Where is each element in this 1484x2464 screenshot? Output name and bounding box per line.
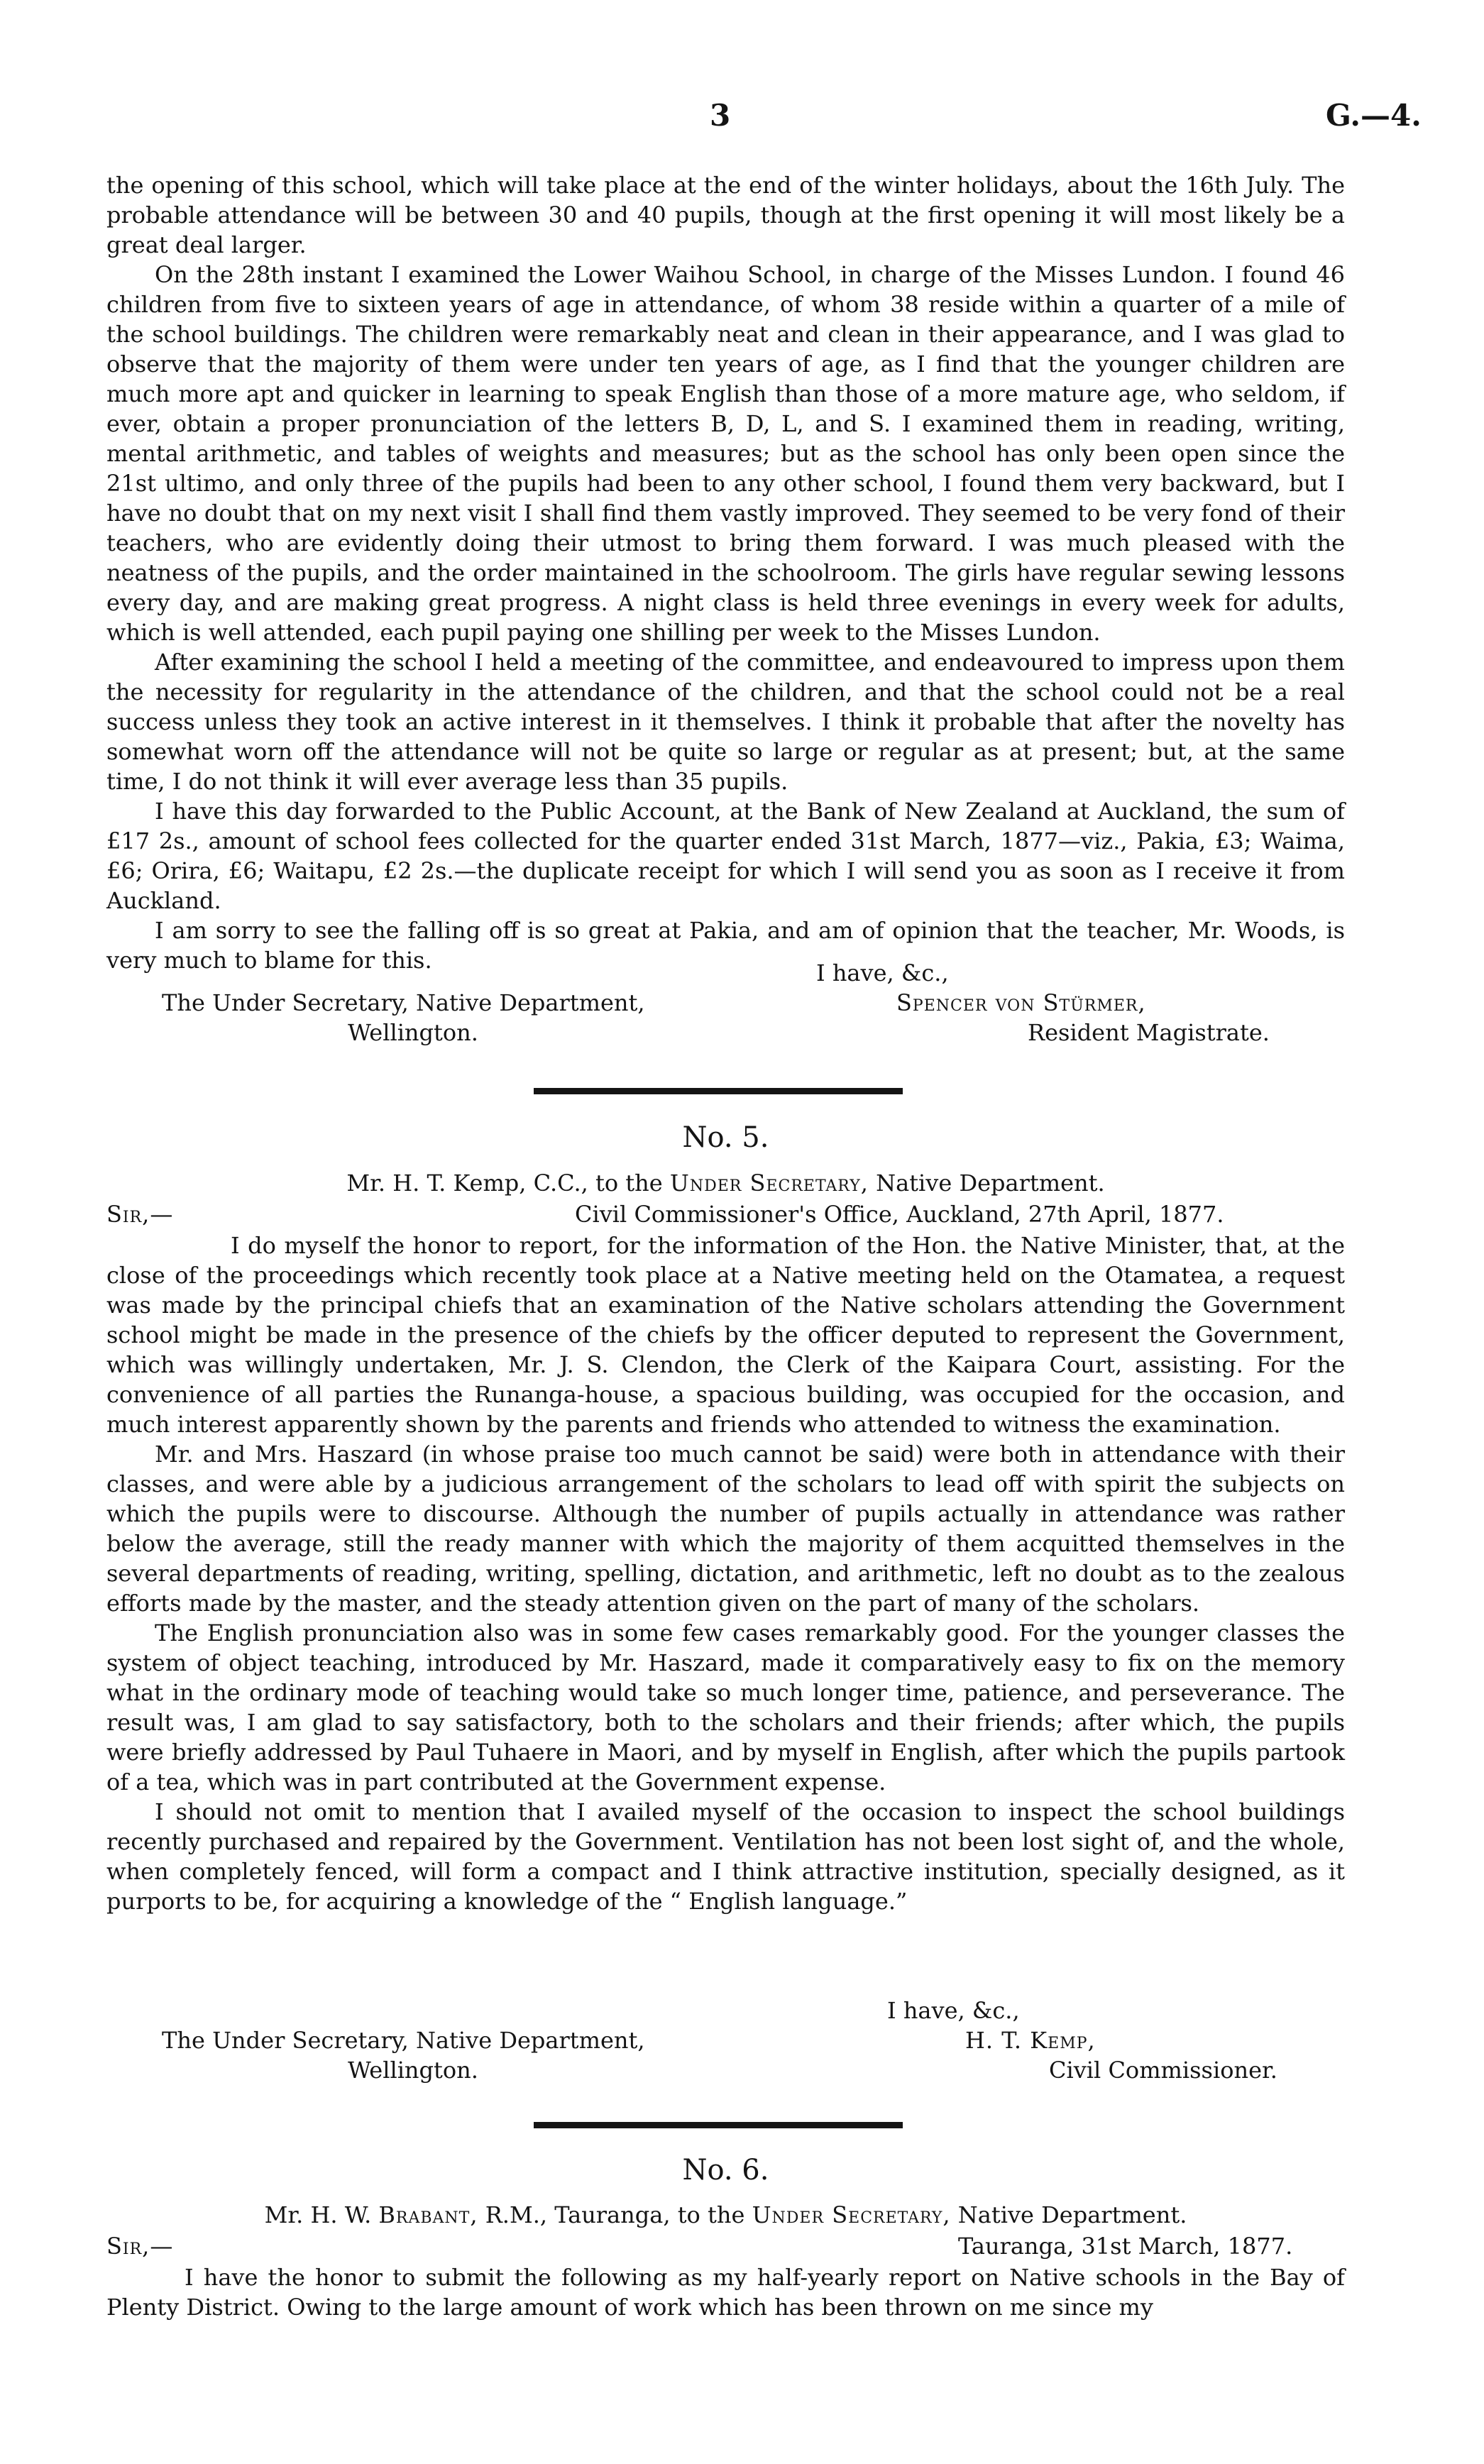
section-number: No. 6. xyxy=(682,2154,769,2187)
subtitle-department: Native Department. xyxy=(876,1170,1105,1197)
signer-name: Spencer von Stürmer, xyxy=(896,989,1146,1016)
subtitle-middle: R.M., Tauranga, to the xyxy=(485,2201,745,2228)
salutation: Sir,— xyxy=(106,2233,174,2260)
document-reference: G.—4. xyxy=(1326,98,1422,133)
letter-3-body xyxy=(106,2262,1345,2322)
subtitle-from: Mr. H. T. Kemp, C.C., to the xyxy=(346,1170,663,1197)
section-divider xyxy=(534,1088,903,1094)
section-divider xyxy=(534,2122,903,2128)
section-number: No. 5. xyxy=(682,1121,769,1154)
addressee-line: The Under Secretary, Native Department, xyxy=(162,989,645,1016)
closing-phrase: I have, &c., xyxy=(816,959,949,986)
paragraph: The English pronunciation also was in some few cases remarkably good. For the younger classes the system of object teaching, introduced by Mr. Haszard, made it comparatively easy to fix on the memory what in the ordinary mode of teaching would take so much longer time, patience, and perseverance. The result was, I am glad to say satisfactory, both to the scholars and their friends; after which, the pupils were briefly addressed by Paul Tuhaere in Maori, and by myself in English, after which the pupils partook of a tea, which was in part contributed at the Government expense. xyxy=(106,1619,1345,1795)
letter-2-body xyxy=(106,1231,1345,1916)
paragraph: the opening of this school, which will take place at the end of the winter holidays, about the 16th July. The probable attendance will be between 30 and 40 pupils, though at the first opening it will most likely be a great deal larger. xyxy=(106,172,1345,258)
subtitle-recipient: Under Secretary, xyxy=(669,1170,869,1197)
dateline: Civil Commissioner's Office, Auckland, 27th April, 1877. xyxy=(575,1201,1224,1228)
addressee-city: Wellington. xyxy=(348,2057,478,2084)
paragraph: I do myself the honor to report, for the information of the Hon. the Native Minister, that, at the close of the proceedings which recently took place at a Native meeting held on the Otamatea, a request was made by the principal chiefs that an examination of the Native scholars attending the Government school might be made in the presence of the chiefs by the officer deputed to represent the Government, which was willingly undertaken, Mr. J. S. Clendon, the Clerk of the Kaipara Court, assisting. For the convenience of all parties the Runanga-house, a spacious building, was occupied for the occasion, and much interest apparently shown by the parents and friends who attended to witness the examination. xyxy=(106,1232,1345,1438)
signer-title: Resident Magistrate. xyxy=(1028,1019,1270,1046)
page-number: 3 xyxy=(710,98,731,133)
paragraph: On the 28th instant I examined the Lower Waihou School, in charge of the Misses Lundon. I found 46 children from five to sixteen years of age in attendance, of whom 38 reside within a quarter of a mile of the school buildings. The children were remarkably neat and clean in their appearance, and I was glad to observe that the majority of them were under ten years of age, as I find that the younger children are much more apt and quicker in learning to speak English than those of a more mature age, who seldom, if ever, obtain a proper pronunciation of the letters B, D, L, and S. I examined them in reading, writing, mental arithmetic, and tables of weights and measures; but as the school has only been open since the 21st ultimo, and only three of the pupils had been to any other school, I found them very backward, but I have no doubt that on my next visit I shall find them vastly improved. They seemed to be very fond of their teachers, who are evidently doing their utmost to bring them forward. I was much pleased with the neatness of the pupils, and the order maintained in the schoolroom. The girls have regular sewing lessons every day, and are making great progress. A night class is held three evenings in every week for adults, which is well attended, each pupil paying one shilling per week to the Misses Lundon. xyxy=(106,261,1345,646)
paragraph: After examining the school I held a meeting of the committee, and endeavoured to impress upon them the necessity for regularity in the attendance of the children, and that the school could not be a real success unless they took an active interest in it themselves. I think it probable that after the novelty has somewhat worn off the attendance will not be quite so large or regular as at present; but, at the same time, I do not think it will ever average less than 35 pupils. xyxy=(106,649,1345,795)
paragraph: I should not omit to mention that I availed myself of the occasion to inspect the school buildings recently purchased and repaired by the Government. Ventilation has not been lost sight of, and the whole, when completely fenced, will form a compact and I think attractive institution, specially designed, as it purports to be, for acquiring a knowledge of the “ English language.” xyxy=(106,1798,1345,1915)
addressee-city: Wellington. xyxy=(348,1019,478,1046)
paragraph: I have the honor to submit the following as my half-yearly report on Native schools in the Bay of Plenty District. Owing to the large amount of work which has been thrown on me since my xyxy=(106,2264,1345,2321)
paragraph: Mr. and Mrs. Haszard (in whose praise too much cannot be said) were both in attendance with their classes, and were able by a judicious arrangement of the scholars to lead off with spirit the subjects on which the pupils were to discourse. Although the number of pupils actually in attendance was rather below the average, still the ready manner with which the majority of them acquitted themselves in the several departments of reading, writing, spelling, dictation, and arithmetic, left no doubt as to the zealous efforts made by the master, and the steady attention given on the part of many of the scholars. xyxy=(106,1441,1345,1617)
subtitle-from: Mr. H. W. xyxy=(264,2201,372,2228)
subtitle-recipient: Under Secretary, xyxy=(752,2201,951,2228)
salutation-line xyxy=(106,2233,1345,2260)
subtitle-department: Native Department. xyxy=(957,2201,1187,2228)
subtitle-sender: Brabant, xyxy=(378,2201,478,2228)
closing-phrase: I have, &c., xyxy=(887,1997,1020,2024)
signer-name: H. T. Kemp, xyxy=(965,2027,1096,2054)
addressee-line: The Under Secretary, Native Department, xyxy=(162,2027,645,2054)
salutation: Sir,— xyxy=(106,1201,174,1228)
letter-1-body xyxy=(106,170,1345,975)
letter-subtitle xyxy=(106,2201,1345,2228)
salutation-line xyxy=(106,1201,1345,1228)
paragraph: I have this day forwarded to the Public Account, at the Bank of New Zealand at Auckland, the sum of £17 2s., amount of school fees collected for the quarter ended 31st March, 1877—viz., Pakia, £3; Waima, £6; Orira, £6; Waitapu, £2 2s.—the duplicate receipt for which I will send you as soon as I receive it from Auckland. xyxy=(106,798,1345,914)
dateline: Tauranga, 31st March, 1877. xyxy=(958,2233,1293,2260)
letter-subtitle xyxy=(106,1170,1345,1197)
paragraph: I am sorry to see the falling off is so great at Pakia, and am of opinion that the teacher, Mr. Woods, is very much to blame for this. xyxy=(106,917,1345,974)
signer-title: Civil Commissioner. xyxy=(1049,2057,1277,2084)
